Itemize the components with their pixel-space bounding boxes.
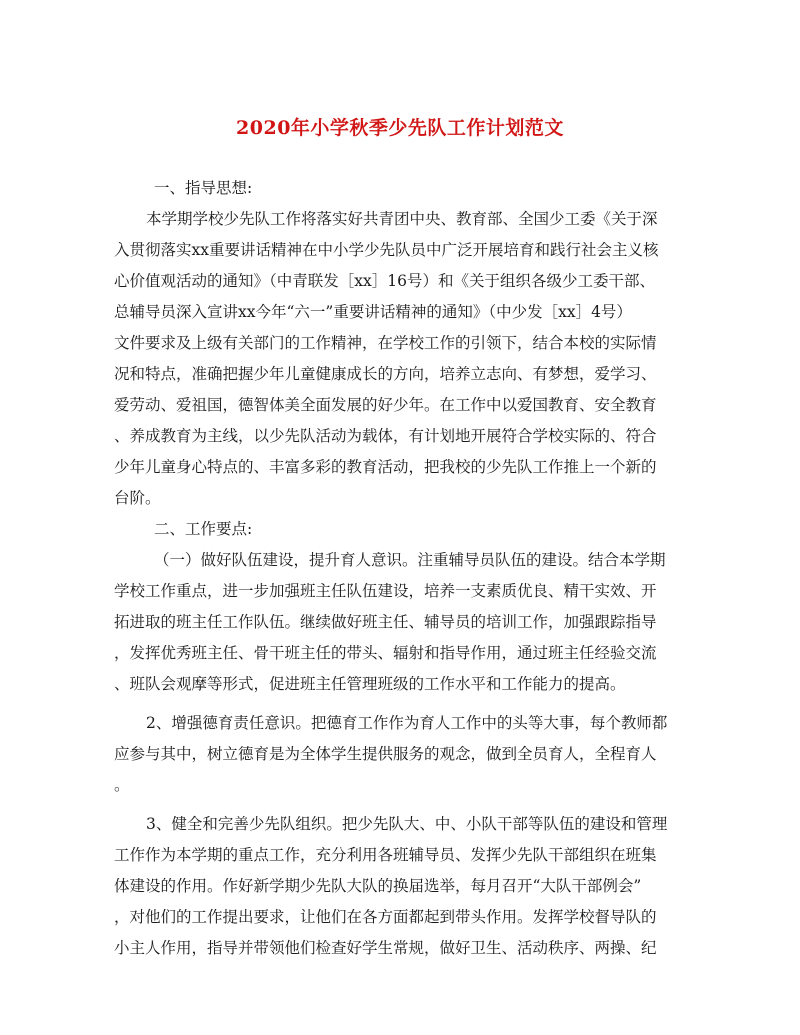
paragraph-line: 况和特点，准确把握少年儿童健康成长的方向，培养立志向、有梦想，爱学习、 [114,365,657,383]
document-title: 2020年小学秋季少先队工作计划范文 [236,117,564,139]
paragraph-line: 小主人作用，指导并带领他们检查好学生常规，做好卫生、活动秩序、两操、纪 [114,939,657,957]
paragraph-line: 工作作为本学期的重点工作，充分利用各班辅导员、发挥少先队干部组织在班集 [114,846,657,864]
paragraph-line: 本学期学校少先队工作将落实好共青团中央、教育部、全国少工委《关于深 [146,210,658,228]
paragraph-line: 。 [114,776,130,794]
paragraph-line: 、班队会观摩等形式，促进班主任管理班级的工作水平和工作能力的提高。 [114,675,626,693]
paragraph-line: ，对他们的工作提出要求，让他们在各方面都起到带头作用。发挥学校督导队的 [114,908,657,926]
paragraph-line: 入贯彻落实xx重要讲话精神在中小学少先队员中广泛开展培育和践行社会主义核 [114,241,659,259]
paragraph-line: 学校工作重点，进一步加强班主任队伍建设，培养一支素质优良、精干实效、开 [114,582,657,600]
paragraph-line: 文件要求及上级有关部门的工作精神，在学校工作的引领下，结合本校的实际情 [114,334,657,352]
paragraph-line: 少年儿童身心特点的、丰富多彩的教育活动，把我校的少先队工作推上一个新的 [114,458,657,476]
paragraph-line: 总辅导员深入宣讲xx今年“六一”重要讲话精神的通知》（中少发［xx］4号） [114,303,632,321]
paragraph-line: 爱劳动、爱祖国，德智体美全面发展的好少年。在工作中以爱国教育、安全教育 [114,396,657,414]
paragraph-line: 、养成教育为主线，以少先队活动为载体，有计划地开展符合学校实际的、符合 [114,427,657,445]
paragraph-line: 台阶。 [114,489,161,507]
paragraph-line: 3、健全和完善少先队组织。把少先队大、中、小队干部等队伍的建设和管理 [146,815,668,833]
document-body [114,173,674,964]
paragraph-line: 心价值观活动的通知》（中青联发［xx］16号）和《关于组织各级少工委干部、 [114,272,655,290]
paragraph-line: 2、增强德育责任意识。把德育工作作为育人工作中的头等大事，每个教师都 [146,714,668,732]
paragraph-line: （一）做好队伍建设，提升育人意识。注重辅导员队伍的建设。结合本学期 [154,551,666,569]
section-heading-work-points: 二、工作要点: [154,520,253,538]
paragraph-line: 应参与其中，树立德育是为全体学生提供服务的观念，做到全员育人，全程育人 [114,745,657,763]
paragraph-line: 拓进取的班主任工作队伍。继续做好班主任、辅导员的培训工作，加强跟踪指导 [114,613,657,631]
paragraph-line: 体建设的作用。作好新学期少先队大队的换届选举，每月召开“大队干部例会” [114,877,642,895]
paragraph-line: ，发挥优秀班主任、骨干班主任的带头、辐射和指导作用，通过班主任经验交流 [114,644,657,662]
section-heading-guiding-thought: 一、指导思想: [154,179,253,197]
